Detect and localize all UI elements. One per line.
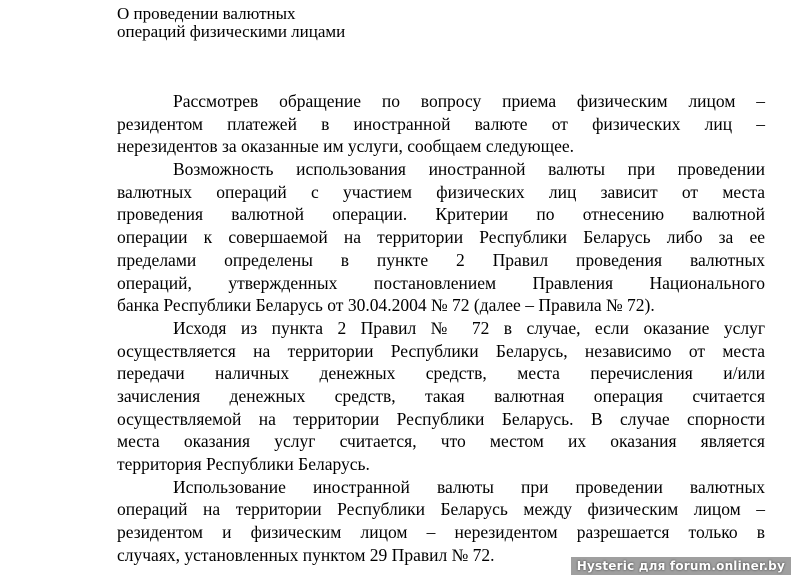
paragraph — [117, 317, 765, 476]
text-line: операций, утвержденных постановлением Правления Национального — [117, 272, 765, 293]
text-line: нерезидентов за оказанные им услуги, сообщаем следующее. — [117, 136, 574, 157]
text-line: территория Республики Беларусь. — [117, 454, 370, 474]
text-line: операций на территории Республики Беларусь между физическим лицом – — [117, 499, 765, 520]
text-line: банка Республики Беларусь от 30.04.2004 № 72 (далее – Правила № 72). — [117, 295, 655, 316]
text-line: зачисления денежных средств, такая валютная операция считается — [117, 385, 765, 406]
text-line: Исходя из пункта 2 Правил № 72 в случае, если оказание услуг — [173, 317, 765, 338]
text-line: Возможность использования иностранной валюты при проведении — [173, 159, 765, 180]
document-body — [117, 90, 765, 566]
title-line: операций физическими лицами — [117, 22, 346, 41]
text-line: Рассмотрев обращение по вопросу приема физическим лицом – — [173, 91, 765, 111]
text-line: осуществляется на территории Республики Беларусь, независимо от места — [117, 340, 765, 361]
text-line: Использование иностранной валюты при проведении валютных — [173, 476, 765, 497]
text-line: резидентом и физическим лицом – нерезидентом разрешается только в — [117, 522, 765, 543]
title-line: О проведении валютных — [117, 4, 296, 23]
text-line: передачи наличных денежных средств, места перечисления и/или — [117, 363, 765, 384]
paragraph — [117, 476, 765, 567]
paragraph — [117, 90, 765, 158]
text-line: места оказания услуг считается, что местом их оказания является — [117, 431, 765, 452]
text-line: операции к совершаемой на территории Республики Беларусь либо за ее — [117, 227, 765, 248]
text-line: проведения валютной операции. Критерии по отнесению валютной — [117, 204, 765, 225]
paragraph — [117, 158, 765, 317]
watermark: Hysteric для forum.onliner.by — [571, 557, 791, 575]
document-title — [117, 5, 345, 41]
text-line: пределами определены в пункте 2 Правил проведения валютных — [117, 249, 765, 270]
text-line: валютных операций с участием физических лиц зависит от места — [117, 181, 765, 202]
text-line: случаях, установленных пунктом 29 Правил № 72. — [117, 544, 495, 565]
text-line: резидентом платежей в иностранной валюте от физических лиц – — [117, 113, 765, 134]
text-line: осуществляемой на территории Республики Беларусь. В случае спорности — [117, 408, 765, 429]
